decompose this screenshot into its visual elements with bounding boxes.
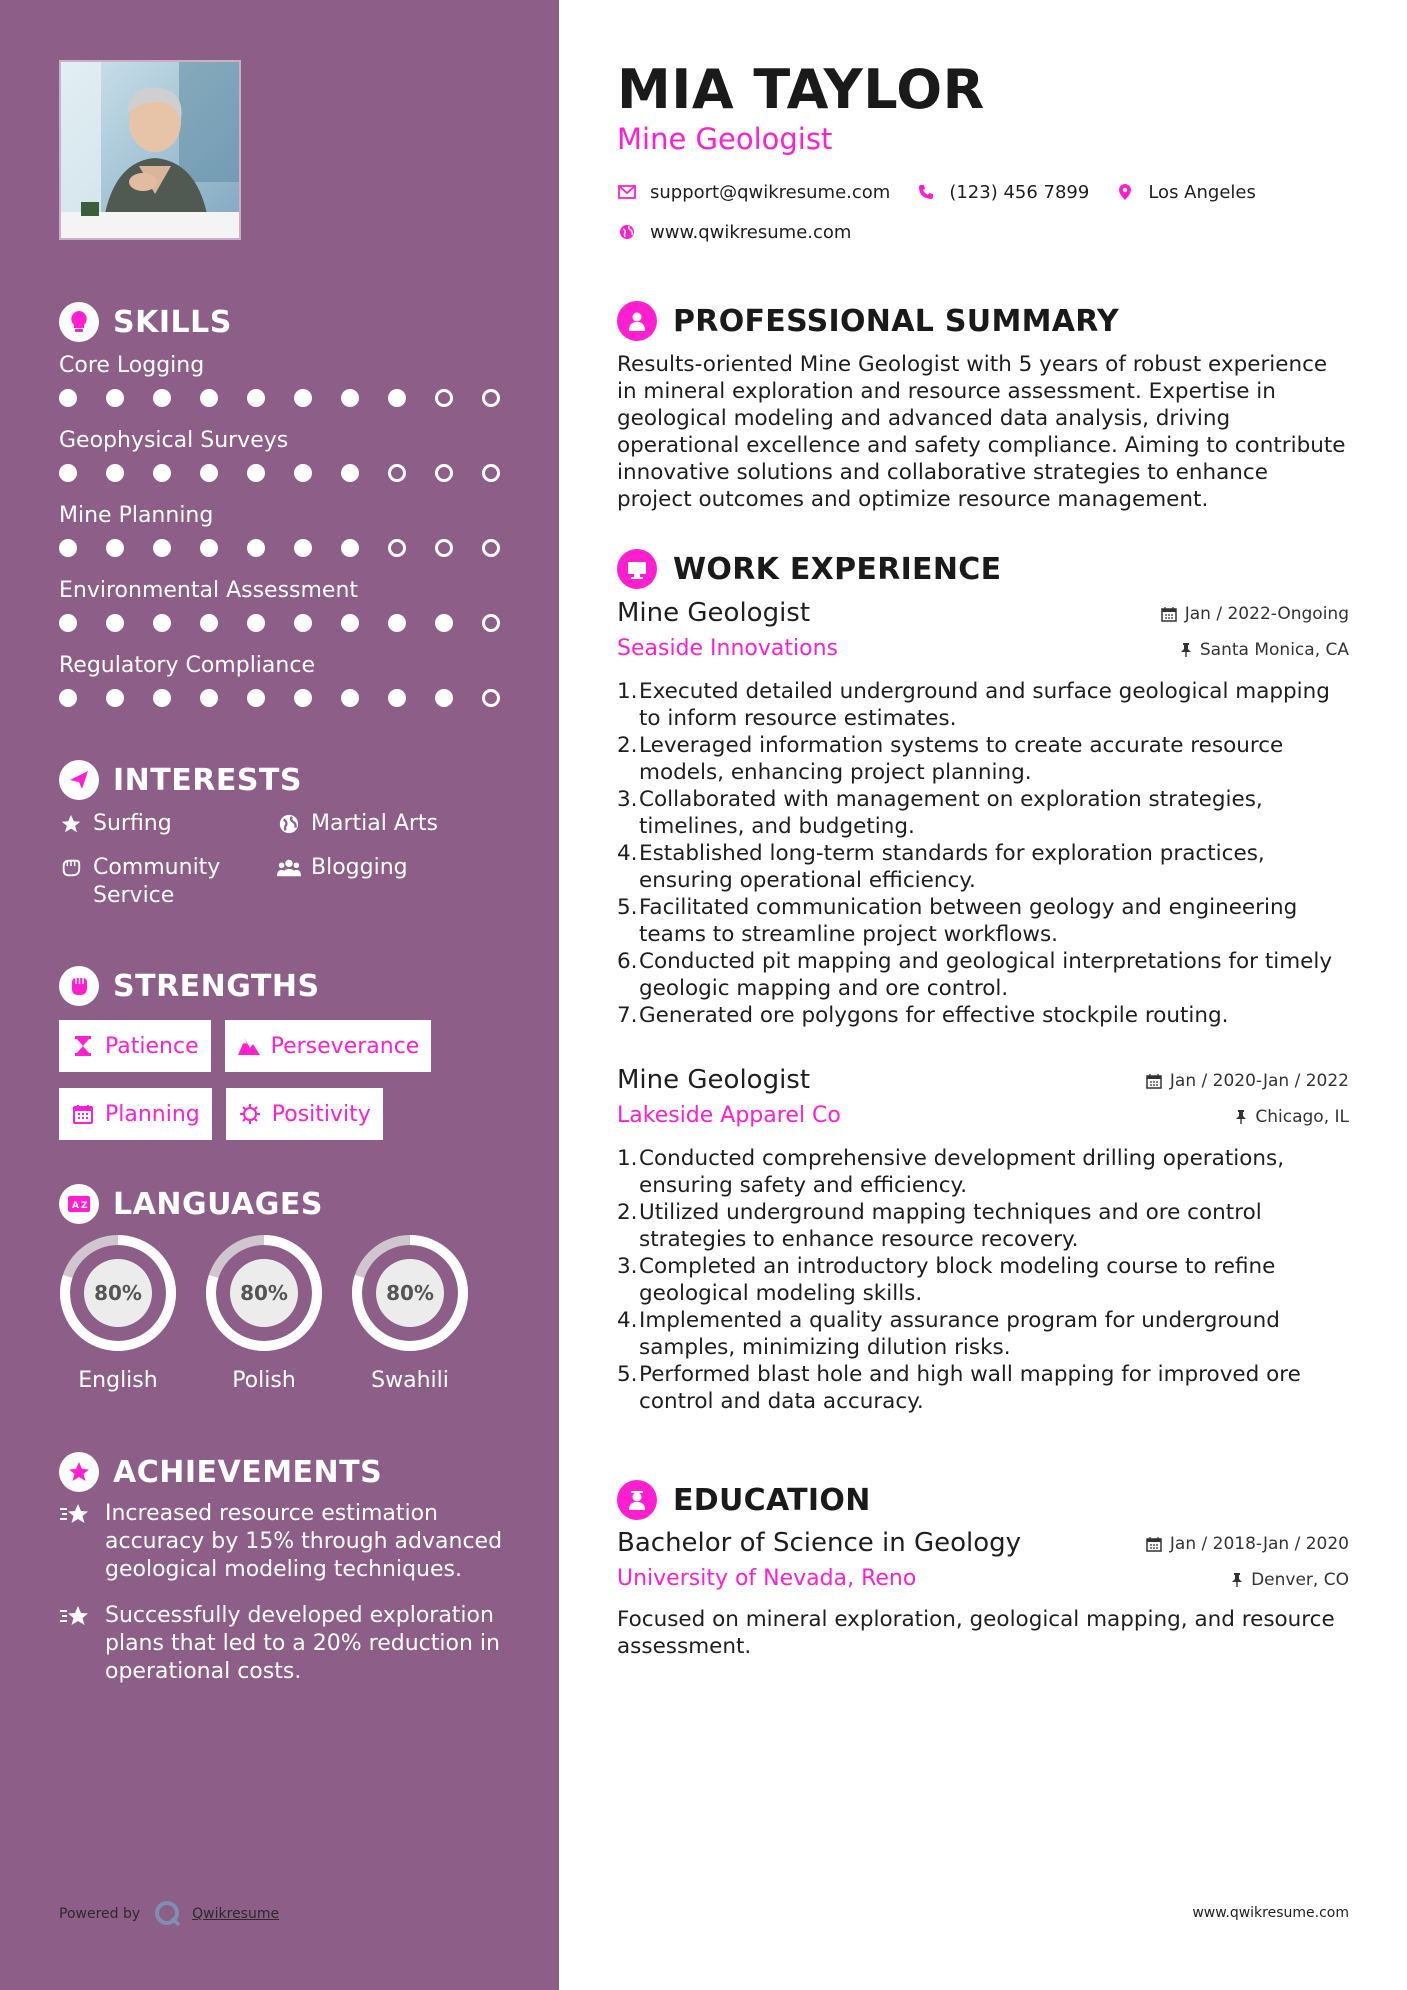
bullet-text: Conducted pit mapping and geological interpretations for timely geologic mapping and ore control. bbox=[639, 949, 1333, 1001]
rating-dot-filled bbox=[153, 389, 171, 407]
powered-by bbox=[59, 1900, 279, 1928]
strength-chip bbox=[226, 1088, 383, 1140]
skills-list bbox=[59, 350, 509, 725]
hand-icon bbox=[59, 854, 83, 882]
calendar-icon bbox=[71, 1102, 95, 1126]
bullet-number: 2. bbox=[617, 1200, 638, 1225]
star-icon bbox=[59, 810, 83, 838]
skill-name: Environmental Assessment bbox=[59, 578, 359, 603]
education-location-text: Denver, CO bbox=[1251, 1570, 1349, 1590]
education-degree: Bachelor of Science in Geology bbox=[617, 1528, 1022, 1558]
strength-label: Perseverance bbox=[270, 1033, 420, 1059]
qwikresume-link[interactable]: Qwikresume bbox=[192, 1906, 280, 1922]
pushpin-icon bbox=[1180, 642, 1192, 658]
job-dates-text: Jan / 2022-Ongoing bbox=[1184, 604, 1349, 624]
rating-dot-filled bbox=[59, 539, 77, 557]
sidebar bbox=[0, 0, 559, 1990]
rating-dot-filled bbox=[294, 689, 312, 707]
rating-dot-filled bbox=[247, 614, 265, 632]
rating-dot-filled bbox=[435, 614, 453, 632]
skill-name: Geophysical Surveys bbox=[59, 428, 289, 453]
job-company: Seaside Innovations bbox=[617, 636, 838, 661]
rating-dot-filled bbox=[200, 464, 218, 482]
phone-icon bbox=[916, 182, 936, 202]
pushpin-icon bbox=[1235, 1109, 1247, 1125]
rating-dot-filled bbox=[200, 689, 218, 707]
job-bullet bbox=[617, 1307, 1349, 1361]
education-entry bbox=[617, 1528, 1349, 1660]
job-bullet bbox=[617, 1145, 1349, 1199]
skill-item bbox=[59, 500, 509, 575]
bullet-number: 1. bbox=[617, 679, 638, 704]
paper-plane-icon bbox=[59, 760, 99, 800]
rating-dot-empty bbox=[435, 389, 453, 407]
strength-label: Positivity bbox=[271, 1101, 371, 1127]
achievements-heading bbox=[59, 1452, 382, 1492]
rating-dot-filled bbox=[59, 614, 77, 632]
interest-item bbox=[59, 810, 277, 838]
skill-name: Mine Planning bbox=[59, 503, 214, 528]
rating-dot-filled bbox=[200, 389, 218, 407]
skill-rating bbox=[59, 686, 509, 710]
email-text: support@qwikresume.com bbox=[650, 181, 891, 203]
rating-dot-empty bbox=[482, 539, 500, 557]
job-bullet bbox=[617, 948, 1349, 1002]
job-title: Mine Geologist bbox=[617, 1065, 811, 1095]
skill-item bbox=[59, 650, 509, 725]
job-entry bbox=[617, 1065, 1349, 1415]
job-bullet bbox=[617, 1361, 1349, 1415]
hourglass-icon bbox=[71, 1034, 95, 1058]
skill-item bbox=[59, 425, 509, 500]
bullet-text: Leveraged information systems to create accurate resource models, enhancing project planning. bbox=[639, 733, 1284, 785]
sun-icon bbox=[238, 1102, 262, 1126]
interests-heading bbox=[59, 760, 302, 800]
contact-website[interactable] bbox=[617, 222, 851, 243]
job-bullet bbox=[617, 1002, 1349, 1029]
strength-label: Patience bbox=[105, 1033, 199, 1059]
job-bullet bbox=[617, 894, 1349, 948]
education-description: Focused on mineral exploration, geological mapping, and resource assessment. bbox=[617, 1607, 1335, 1659]
job-bullet bbox=[617, 678, 1349, 732]
footer-url[interactable]: www.qwikresume.com bbox=[1192, 1905, 1349, 1921]
bullet-number: 6. bbox=[617, 949, 638, 974]
language-name: Polish bbox=[232, 1368, 296, 1393]
rating-dot-filled bbox=[388, 389, 406, 407]
calendar-icon bbox=[1146, 1536, 1162, 1552]
bullet-number: 3. bbox=[617, 787, 638, 812]
languages-heading bbox=[59, 1184, 323, 1224]
education-heading bbox=[617, 1480, 871, 1520]
language-icon bbox=[59, 1184, 99, 1224]
strength-chip bbox=[59, 1088, 212, 1140]
globe-icon bbox=[277, 810, 301, 838]
education-title: EDUCATION bbox=[673, 1482, 871, 1518]
rating-dot-filled bbox=[341, 464, 359, 482]
achievements-title: ACHIEVEMENTS bbox=[113, 1454, 383, 1490]
skill-name: Core Logging bbox=[59, 353, 205, 378]
lightbulb-icon bbox=[59, 302, 99, 342]
skill-name: Regulatory Compliance bbox=[59, 653, 315, 678]
pushpin-icon bbox=[1231, 1572, 1243, 1588]
contact-email[interactable] bbox=[617, 182, 890, 203]
job-bullet bbox=[617, 1253, 1349, 1307]
bullet-text: Utilized underground mapping techniques and ore control strategies to enhance resource recovery. bbox=[639, 1200, 1262, 1252]
interest-label: Martial Arts bbox=[311, 811, 439, 836]
education-location bbox=[1231, 1570, 1349, 1590]
interest-item bbox=[59, 854, 277, 910]
website-text: www.qwikresume.com bbox=[650, 221, 852, 243]
language-percent: 80% bbox=[386, 1281, 434, 1305]
interests-list bbox=[59, 810, 509, 910]
rating-dot-filled bbox=[153, 614, 171, 632]
rating-dot-filled bbox=[341, 389, 359, 407]
rating-dot-filled bbox=[435, 689, 453, 707]
strengths-title: STRENGTHS bbox=[113, 968, 320, 1004]
rating-dot-filled bbox=[106, 689, 124, 707]
rating-dot-filled bbox=[153, 464, 171, 482]
rating-dot-filled bbox=[294, 539, 312, 557]
rating-dot-filled bbox=[247, 539, 265, 557]
interest-item bbox=[277, 854, 495, 910]
bullet-number: 4. bbox=[617, 1308, 638, 1333]
job-location bbox=[1235, 1107, 1349, 1127]
strengths-heading bbox=[59, 966, 320, 1006]
rating-dot-filled bbox=[247, 689, 265, 707]
rating-dot-empty bbox=[388, 539, 406, 557]
rating-dot-empty bbox=[482, 614, 500, 632]
bullet-text: Implemented a quality assurance program for underground samples, minimizing dilution risks. bbox=[639, 1308, 1280, 1360]
bullet-number: 5. bbox=[617, 895, 638, 920]
bullet-text: Generated ore polygons for effective stockpile routing. bbox=[639, 1003, 1229, 1028]
svg-text:Z: Z bbox=[81, 1201, 88, 1211]
mountain-icon bbox=[237, 1034, 261, 1058]
strength-chip bbox=[225, 1020, 432, 1072]
rating-dot-filled bbox=[153, 689, 171, 707]
job-dates bbox=[1146, 1071, 1349, 1091]
languages-list bbox=[57, 1232, 471, 1393]
candidate-role: Mine Geologist bbox=[617, 122, 833, 156]
rating-dot-empty bbox=[435, 464, 453, 482]
award-star-icon bbox=[59, 1452, 99, 1492]
shooting-star-icon bbox=[59, 1602, 91, 1630]
skill-item bbox=[59, 350, 509, 425]
strengths-list bbox=[59, 1020, 519, 1140]
language-percent: 80% bbox=[240, 1281, 288, 1305]
calendar-icon bbox=[1161, 606, 1177, 622]
briefcase-icon bbox=[617, 549, 657, 589]
job-bullets bbox=[617, 678, 1349, 1029]
rating-dot-filled bbox=[59, 389, 77, 407]
rating-dot-filled bbox=[294, 614, 312, 632]
bullet-number: 5. bbox=[617, 1362, 638, 1387]
rating-dot-empty bbox=[482, 464, 500, 482]
globe-icon bbox=[617, 222, 637, 242]
qwikresume-logo-icon bbox=[154, 1900, 182, 1928]
graduate-icon bbox=[617, 1480, 657, 1520]
summary-heading bbox=[617, 301, 1119, 341]
language-percent: 80% bbox=[94, 1281, 142, 1305]
rating-dot-filled bbox=[200, 614, 218, 632]
bullet-text: Collaborated with management on exploration strategies, timelines, and budgeting. bbox=[639, 787, 1263, 839]
rating-dot-filled bbox=[247, 464, 265, 482]
users-icon bbox=[277, 854, 301, 882]
education-school: University of Nevada, Reno bbox=[617, 1566, 917, 1591]
bullet-number: 7. bbox=[617, 1003, 638, 1028]
rating-dot-filled bbox=[106, 539, 124, 557]
job-subheader bbox=[617, 634, 1349, 674]
bullet-number: 4. bbox=[617, 841, 638, 866]
education-dates-text: Jan / 2018-Jan / 2020 bbox=[1169, 1534, 1349, 1554]
map-pin-icon bbox=[1115, 182, 1135, 202]
experience-title: WORK EXPERIENCE bbox=[673, 551, 1002, 587]
contact-phone[interactable] bbox=[916, 182, 1089, 203]
job-header bbox=[617, 598, 1349, 634]
job-location bbox=[1180, 640, 1349, 660]
job-location-text: Santa Monica, CA bbox=[1199, 640, 1349, 660]
user-icon bbox=[617, 301, 657, 341]
bullet-number: 1. bbox=[617, 1146, 638, 1171]
skills-heading bbox=[59, 302, 232, 342]
interest-label: Surfing bbox=[93, 811, 172, 836]
language-name: Swahili bbox=[371, 1368, 449, 1393]
rating-dot-filled bbox=[106, 389, 124, 407]
job-entry bbox=[617, 598, 1349, 1029]
experience-heading bbox=[617, 549, 1001, 589]
skill-rating bbox=[59, 461, 509, 485]
language-ring bbox=[349, 1232, 471, 1354]
rating-dot-filled bbox=[294, 389, 312, 407]
job-bullet bbox=[617, 840, 1349, 894]
job-location-text: Chicago, IL bbox=[1255, 1107, 1349, 1127]
rating-dot-filled bbox=[341, 614, 359, 632]
strength-chip bbox=[59, 1020, 211, 1072]
interest-item bbox=[277, 810, 495, 838]
interest-label: Community Service bbox=[93, 855, 221, 908]
rating-dot-filled bbox=[59, 464, 77, 482]
bullet-number: 2. bbox=[617, 733, 638, 758]
shooting-star-icon bbox=[59, 1500, 91, 1528]
profile-photo bbox=[59, 60, 241, 240]
rating-dot-empty bbox=[435, 539, 453, 557]
candidate-name: MIA TAYLOR bbox=[617, 58, 985, 121]
location-text: Los Angeles bbox=[1148, 181, 1256, 203]
bullet-text: Conducted comprehensive development drilling operations, ensuring safety and efficiency. bbox=[639, 1146, 1285, 1198]
job-subheader bbox=[617, 1101, 1349, 1141]
rating-dot-filled bbox=[388, 614, 406, 632]
rating-dot-empty bbox=[388, 464, 406, 482]
job-bullets bbox=[617, 1145, 1349, 1415]
rating-dot-empty bbox=[482, 689, 500, 707]
contact-info bbox=[617, 178, 1349, 258]
languages-title: LANGUAGES bbox=[113, 1186, 323, 1222]
summary-text: Results-oriented Mine Geologist with 5 years of robust experience in mineral exploration and resource assessment. Expertise in geological modeling and advanced data analysis, driving operational excellence and safety compliance. Aiming to contribute innovative solutions and collaborative strategies to enhance project outcomes and optimize resource management. bbox=[617, 352, 1346, 512]
fist-icon bbox=[59, 966, 99, 1006]
strength-label: Planning bbox=[105, 1101, 200, 1127]
job-bullet bbox=[617, 732, 1349, 786]
language-ring bbox=[57, 1232, 179, 1354]
achievement-item bbox=[59, 1602, 509, 1686]
skill-rating bbox=[59, 611, 509, 635]
rating-dot-filled bbox=[59, 689, 77, 707]
language-item bbox=[57, 1232, 179, 1393]
rating-dot-filled bbox=[153, 539, 171, 557]
bullet-text: Established long-term standards for exploration practices, ensuring operational efficiency. bbox=[639, 841, 1265, 893]
bullet-text: Executed detailed underground and surface geological mapping to inform resource estimates. bbox=[639, 679, 1330, 731]
job-dates bbox=[1161, 604, 1349, 624]
job-header bbox=[617, 1065, 1349, 1101]
rating-dot-filled bbox=[294, 464, 312, 482]
rating-dot-filled bbox=[341, 689, 359, 707]
rating-dot-filled bbox=[106, 614, 124, 632]
rating-dot-empty bbox=[482, 389, 500, 407]
education-dates bbox=[1146, 1534, 1349, 1554]
language-name: English bbox=[78, 1368, 158, 1393]
interests-title: INTERESTS bbox=[113, 762, 302, 798]
language-item bbox=[349, 1232, 471, 1393]
phone-text: (123) 456 7899 bbox=[949, 181, 1090, 203]
job-title: Mine Geologist bbox=[617, 598, 811, 628]
summary-title: PROFESSIONAL SUMMARY bbox=[673, 303, 1120, 339]
skill-rating bbox=[59, 536, 509, 560]
job-bullet bbox=[617, 786, 1349, 840]
bullet-text: Performed blast hole and high wall mapping for improved ore control and data accuracy. bbox=[639, 1362, 1301, 1414]
bullet-text: Completed an introductory block modeling course to refine geological modeling skills. bbox=[639, 1254, 1276, 1306]
achievement-text: Successfully developed exploration plans that led to a 20% reduction in operational costs. bbox=[105, 1603, 500, 1684]
skill-rating bbox=[59, 386, 509, 410]
svg-text:A: A bbox=[72, 1201, 79, 1211]
skill-item bbox=[59, 575, 509, 650]
powered-by-label: Powered by bbox=[59, 1906, 141, 1922]
rating-dot-filled bbox=[341, 539, 359, 557]
rating-dot-filled bbox=[106, 464, 124, 482]
interest-label: Blogging bbox=[311, 855, 408, 880]
achievement-text: Increased resource estimation accuracy by 15% through advanced geological modeling techniques. bbox=[105, 1501, 503, 1582]
contact-location bbox=[1115, 182, 1256, 203]
calendar-icon bbox=[1146, 1073, 1162, 1089]
language-item bbox=[203, 1232, 325, 1393]
language-ring bbox=[203, 1232, 325, 1354]
rating-dot-filled bbox=[247, 389, 265, 407]
rating-dot-filled bbox=[200, 539, 218, 557]
job-dates-text: Jan / 2020-Jan / 2022 bbox=[1169, 1071, 1349, 1091]
bullet-number: 3. bbox=[617, 1254, 638, 1279]
achievement-item bbox=[59, 1500, 509, 1584]
achievements-list bbox=[59, 1500, 509, 1704]
bullet-text: Facilitated communication between geology and engineering teams to streamline project workflows. bbox=[639, 895, 1298, 947]
job-company: Lakeside Apparel Co bbox=[617, 1103, 841, 1128]
rating-dot-filled bbox=[388, 689, 406, 707]
skills-title: SKILLS bbox=[113, 304, 232, 340]
job-bullet bbox=[617, 1199, 1349, 1253]
envelope-icon bbox=[617, 182, 637, 202]
